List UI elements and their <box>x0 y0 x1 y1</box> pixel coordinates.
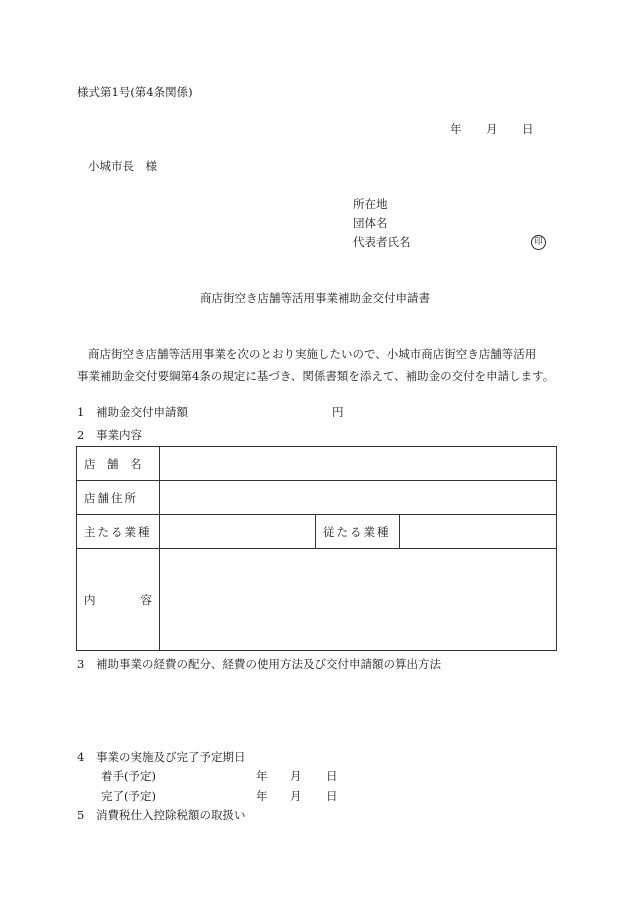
item1-unit: 円 <box>332 405 344 419</box>
store-name-field[interactable] <box>160 447 557 481</box>
addressee: 小城市長 様 <box>88 159 157 173</box>
start-year-label: 年 <box>256 769 268 783</box>
date-year-label: 年 <box>450 122 462 136</box>
start-label: 着手(予定) <box>101 769 156 783</box>
item5-label: 消費税仕入控除税額の取扱い <box>96 808 246 822</box>
sub-business-label: 従たる業種 <box>316 515 400 549</box>
end-label: 完了(予定) <box>101 789 156 803</box>
representative-label: 代表者氏名 <box>353 235 411 249</box>
form-number: 様式第1号(第4条関係) <box>77 85 193 99</box>
end-day-label: 日 <box>326 789 338 803</box>
item3-number: 3 <box>77 657 85 671</box>
store-address-field[interactable] <box>160 481 557 515</box>
item4-number: 4 <box>77 750 85 764</box>
main-business-label: 主たる業種 <box>77 515 160 549</box>
item1-number: 1 <box>77 405 85 419</box>
body-line-2: 事業補助金交付要綱第4条の規定に基づき、関係書類を添えて、補助金の交付を申請します。 <box>77 369 555 383</box>
store-name-label: 店 舗 名 <box>77 447 160 481</box>
body-line-1: 商店街空き店舗等活用事業を次のとおり実施したいので、小城市商店街空き店舗等活用 <box>88 347 537 361</box>
content-label-left: 内 <box>84 592 96 607</box>
content-label-right: 容 <box>140 592 152 607</box>
business-content-table <box>76 446 557 651</box>
end-year-label: 年 <box>256 789 268 803</box>
start-day-label: 日 <box>326 769 338 783</box>
content-field[interactable] <box>160 549 557 651</box>
item1-label: 補助金交付申請額 <box>96 405 188 419</box>
main-business-field[interactable] <box>160 515 316 549</box>
seal-mark: 印 <box>531 235 546 250</box>
item2-number: 2 <box>77 428 85 442</box>
body-paragraph <box>77 343 562 387</box>
item3-label: 補助事業の経費の配分、経費の使用方法及び交付申請額の算出方法 <box>96 657 441 671</box>
store-address-label: 店舗住所 <box>77 481 160 515</box>
content-label <box>77 549 160 651</box>
start-month-label: 月 <box>290 769 302 783</box>
item4-label: 事業の実施及び完了予定期日 <box>96 750 246 764</box>
item5-number: 5 <box>77 808 85 822</box>
address-label: 所在地 <box>353 197 388 211</box>
date-day-label: 日 <box>522 122 534 136</box>
organization-label: 団体名 <box>353 216 388 230</box>
end-month-label: 月 <box>290 789 302 803</box>
document-title: 商店街空き店舗等活用事業補助金交付申請書 <box>200 291 430 305</box>
item2-label: 事業内容 <box>96 428 142 442</box>
date-month-label: 月 <box>486 122 498 136</box>
sub-business-field[interactable] <box>400 515 557 549</box>
